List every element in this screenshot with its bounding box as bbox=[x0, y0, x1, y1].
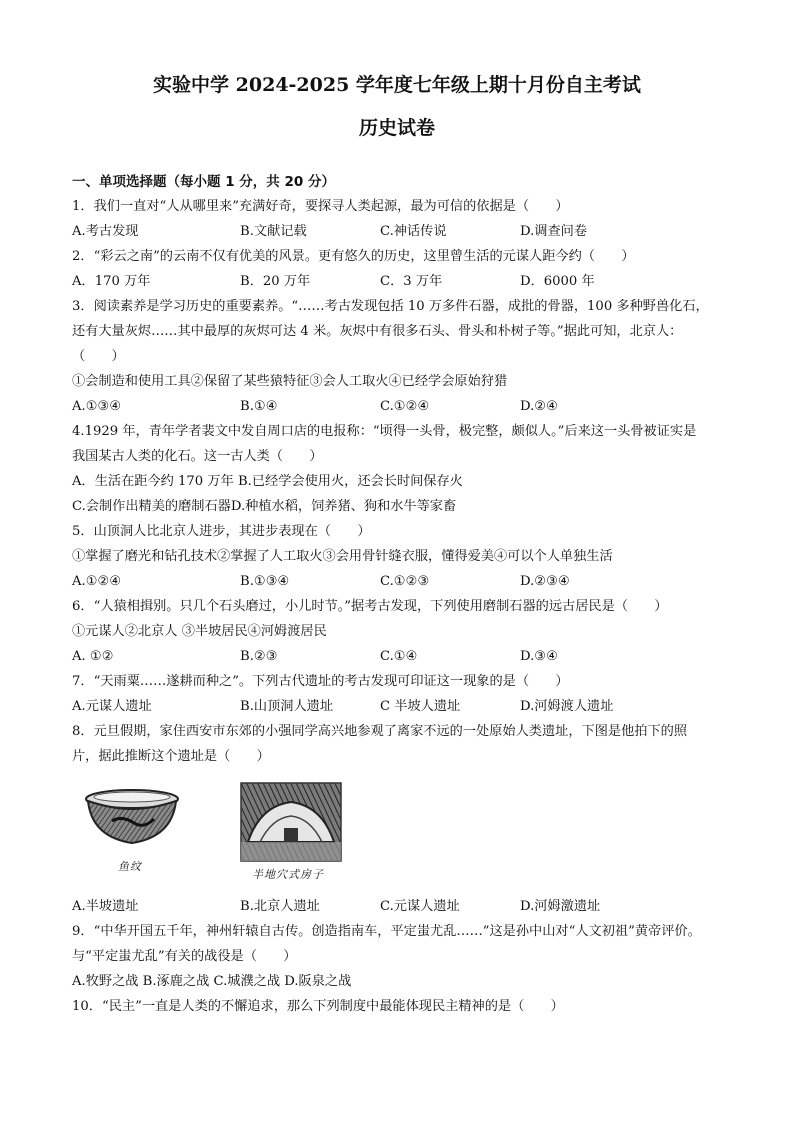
q7-option-c: C 半坡人遗址 bbox=[380, 699, 461, 714]
q2-option-c: C．3 万年 bbox=[380, 274, 443, 289]
q6-option-c: C.①④ bbox=[380, 649, 418, 664]
q5-option-b: B.①③④ bbox=[240, 574, 290, 589]
q2-option-d: D．6000 年 bbox=[520, 274, 595, 289]
q3-option-a: A.①③④ bbox=[72, 399, 122, 414]
question-9-line-1: 9．“中华开国五千年，神州轩辕自古传。创造指南车，平定蚩尤乱……”这是孙中山对“人文初祖”黄帝评价。 bbox=[72, 924, 701, 939]
q6-option-b: B.②③ bbox=[240, 649, 278, 664]
question-7: 7．“天雨粟……遂耕而种之”。下列古代遗址的考古发现可印证这一现象的是（ ） bbox=[72, 674, 569, 689]
q8-option-b: B.北京人遗址 bbox=[240, 899, 320, 914]
q2-option-b: B．20 万年 bbox=[240, 274, 311, 289]
question-6-line-1: 6．“人猿相揖别。只几个石头磨过，小儿时节。”据考古发现，下列使用磨制石器的远古居民是（ ） bbox=[72, 599, 668, 614]
question-2: 2．“彩云之南”的云南不仅有优美的风景。更有悠久的历史，这里曾生活的元谋人距今约（ ） bbox=[72, 249, 635, 264]
pottery-basin-image bbox=[82, 785, 182, 855]
question-5-line-1: 5．山顶洞人比北京人进步，其进步表现在（ ） bbox=[72, 524, 371, 539]
exam-title: 实验中学 2024-2025 学年度七年级上期十月份自主考试 bbox=[153, 74, 641, 96]
q3-option-c: C.①②④ bbox=[380, 399, 430, 414]
q7-option-a: A.元谋人遗址 bbox=[72, 699, 152, 714]
q5-option-c: C.①②③ bbox=[380, 574, 430, 589]
question-1: 1．我们一直对“人从哪里来”充满好奇，要探寻人类起源，最为可信的依据是（ ） bbox=[72, 199, 569, 214]
q2-option-a: A．170 万年 bbox=[72, 274, 151, 289]
q1-option-a: A.考古发现 bbox=[72, 224, 139, 239]
q7-option-d: D.河姆渡人遗址 bbox=[520, 699, 614, 714]
question-3-line-2: 还有大量灰烬……其中最厚的灰烬可达 4 米。灰烬中有很多石头、骨头和朴树子等。”据此可知，北京人： bbox=[72, 324, 683, 339]
q5-option-a: A.①②④ bbox=[72, 574, 122, 589]
q1-option-c: C.神话传说 bbox=[380, 224, 447, 239]
question-4-line-1: 4.1929 年，青年学者裴文中发自周口店的电报称：“顷得一头骨，极完整，颇似人。”后来这一头骨被证实是 bbox=[72, 424, 697, 439]
question-4-line-4: C.会制作出精美的磨制石器D.种植水稻，饲养猪、狗和水牛等家畜 bbox=[72, 499, 457, 514]
q1-option-d: D.调查问卷 bbox=[520, 224, 588, 239]
question-3-line-4: ①会制造和使用工具②保留了某些猿特征③会人工取火④已经学会原始狩猎 bbox=[72, 374, 508, 389]
question-8-line-2: 片，据此推断这个遗址是（ ） bbox=[72, 749, 270, 764]
question-8-line-1: 8．元旦假期，家住西安市东郊的小强同学高兴地参观了离家不远的一处原始人类遗址，下图是他拍下的照 bbox=[72, 724, 688, 739]
question-3-line-3: （ ） bbox=[72, 349, 125, 364]
question-10: 10．“民主”一直是人类的不懈追求，那么下列制度中最能体现民主精神的是（ ） bbox=[72, 999, 564, 1014]
question-5-line-2: ①掌握了磨光和钻孔技术②掌握了人工取火③会用骨针缝衣服，懂得爱美④可以个人单独生活 bbox=[72, 549, 613, 564]
question-3-line-1: 3．阅读素养是学习历史的重要素养。“……考古发现包括 10 万多件石器，成批的骨器，100 多种野兽化石， bbox=[72, 299, 709, 314]
q8-option-a: A.半坡遗址 bbox=[72, 899, 139, 914]
q1-option-b: B.文献记载 bbox=[240, 224, 307, 239]
q8-option-c: C.元谋人遗址 bbox=[380, 899, 460, 914]
figure-1-caption: 鱼纹 bbox=[118, 860, 142, 873]
section-heading: 一、单项选择题（每小题 1 分，共 20 分） bbox=[72, 174, 335, 190]
question-9-line-3: A.牧野之战 B.涿鹿之战 C.城濮之战 D.阪泉之战 bbox=[72, 974, 352, 989]
q3-option-b: B.①④ bbox=[240, 399, 278, 414]
q6-option-d: D.③④ bbox=[520, 649, 558, 664]
q5-option-d: D.②③④ bbox=[520, 574, 570, 589]
question-4-line-2: 我国某古人类的化石。这一古人类（ ） bbox=[72, 449, 323, 464]
question-9-line-2: 与“平定蚩尤乱”有关的战役是（ ） bbox=[72, 949, 297, 964]
question-6-line-2: ①元谋人②北京人 ③半坡居民④河姆渡居民 bbox=[72, 624, 327, 639]
q7-option-b: B.山顶洞人遗址 bbox=[240, 699, 334, 714]
semi-subterranean-house-image bbox=[240, 782, 342, 862]
exam-subtitle: 历史试卷 bbox=[358, 117, 435, 139]
question-4-line-3: A．生活在距今约 170 万年 B.已经学会使用火，还会长时间保存火 bbox=[72, 474, 463, 489]
figure-2-caption: 半地穴式房子 bbox=[252, 868, 324, 881]
q3-option-d: D.②④ bbox=[520, 399, 558, 414]
q6-option-a: A. ①② bbox=[72, 649, 114, 664]
q8-option-d: D.河姆激遗址 bbox=[520, 899, 601, 914]
